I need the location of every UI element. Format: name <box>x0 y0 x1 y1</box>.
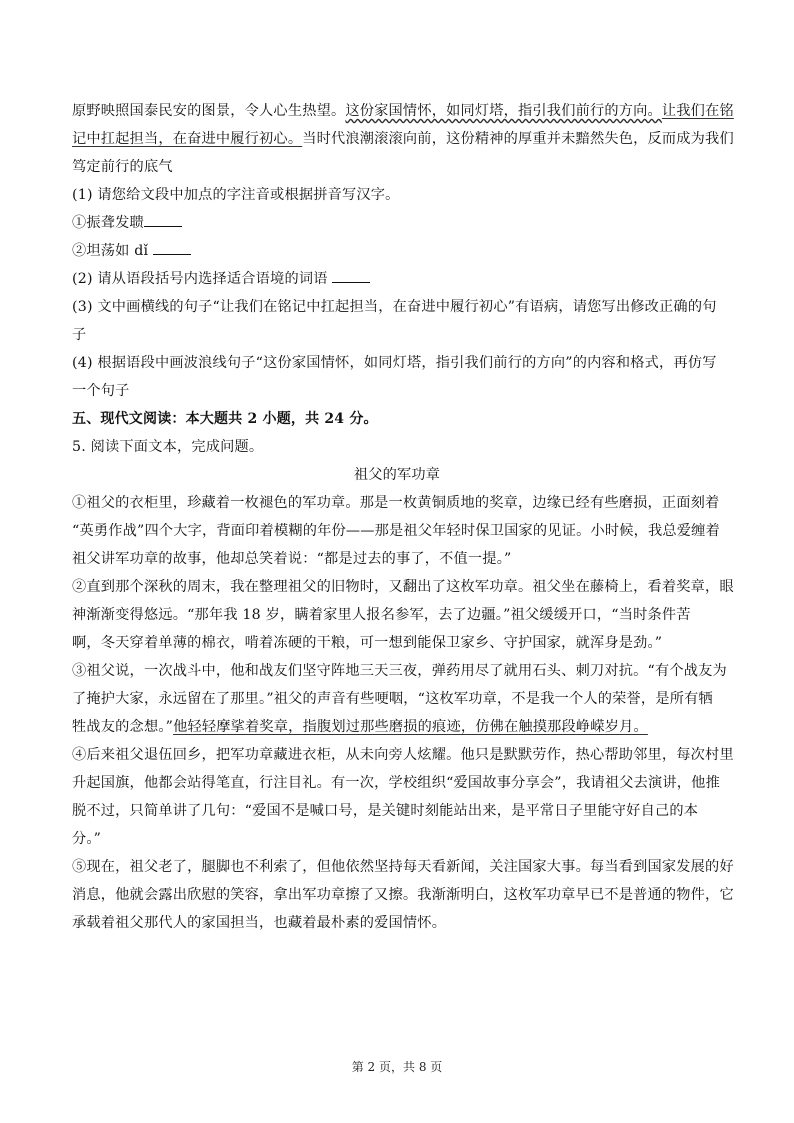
paragraph-1-line-2: “英勇作战”四个大字，背面印着模糊的年份——那是祖父年轻时保卫国家的见证。小时候，我总爱缠着 <box>72 523 720 539</box>
question-4-line-2: 一个句子 <box>72 383 130 399</box>
paragraph-1-line-3: 祖父讲军功章的故事，他却总笑着说：“都是过去的事了，不值一提。” <box>72 551 512 567</box>
paragraph-3-line-3: 牲战友的念想。”他轻轻摩挲着奖章，指腹划过那些磨损的痕迹，仿佛在触摸那段峥嵘岁月。 <box>72 719 648 735</box>
paragraph-1-line-1: ①祖父的衣柜里，珍藏着一枚褪色的军功章。那是一枚黄铜质地的奖章，边缘已经有些磨损，正面刻着 <box>72 495 720 511</box>
paragraph-5-line-1: ⑤现在，祖父老了，腿脚也不利索了，但他依然坚持每天看新闻，关注国家大事。每当看到国家发展的好 <box>72 859 734 875</box>
paragraph-2-line-3: 啊，冬天穿着单薄的棉衣，啃着冻硬的干粮，可一想到能保卫家乡、守护国家，就浑身是劲。” <box>72 635 663 651</box>
intro-text: 当时代浪潮滚滚向前，这份精神的厚重并未黯然失色，反而成为我们 <box>302 131 734 147</box>
paragraph-3-line-1: ③祖父说，一次战斗中，他和战友们坚守阵地三天三夜，弹药用尽了就用石头、刺刀对抗。“有个战友为 <box>72 663 727 679</box>
paragraph-2-line-1: ②直到那个深秋的周末，我在整理祖父的旧物时，又翻出了这枚军功章。祖父坐在藤椅上，看着奖章，眼 <box>72 579 734 595</box>
paragraph-3-line-2: 了掩护大家，永远留在了那里。”祖父的声音有些哽咽，“这枚军功章，不是我一个人的荣誉，是所有牺 <box>72 691 713 707</box>
section-instruction: 5. 阅读下面文本，完成问题。 <box>72 439 264 455</box>
paragraph-4-line-3: 脱不过，只简单讲了几句：“爱国不是喊口号，是关键时刻能站出来，是平常日子里能守好自己的本 <box>72 803 699 819</box>
page-footer: 第 2 页，共 8 页 <box>351 1060 443 1074</box>
question-3-line-1: (3) 文中画横线的句子“让我们在铭记中扛起担当，在奋进中履行初心”有语病，请您写出修改正确的句 <box>72 299 717 315</box>
question-2: (2) 请从语段括号内选择适合语境的词语 <box>72 265 722 293</box>
answer-blank[interactable] <box>153 240 191 255</box>
paragraph-2-line-2: 神渐渐变得悠远。“那年我 18 岁，瞒着家里人报名参军，去了边疆。”祖父缓缓开口，“当时条件苦 <box>72 607 691 623</box>
paragraph-4-line-2: 升起国旗，他都会站得笔直，行注目礼。有一次，学校组织“爱国故事分享会”，我请祖父去演讲，他推 <box>72 775 720 791</box>
question-1b: ②坦荡如 dǐ <box>72 237 722 265</box>
section-heading: 五、现代文阅读：本大题共 2 小题，共 24 分。 <box>72 411 378 427</box>
article-title: 祖父的军功章 <box>353 467 441 483</box>
question-1: (1) 请您给文段中加点的字注音或根据拼音写汉字。 <box>72 187 400 203</box>
paragraph-4-line-1: ④后来祖父退伍回乡，把军功章藏进衣柜，从未向旁人炫耀。他只是默默劳作，热心帮助邻里，每次村里 <box>72 747 734 763</box>
answer-blank[interactable] <box>332 268 370 283</box>
wavy-underlined-sentence: 这份家国情怀，如同灯塔，指引我们前行的方向。 <box>345 103 662 119</box>
paragraph-4-line-4: 分。” <box>72 831 102 847</box>
answer-blank[interactable] <box>144 212 182 227</box>
intro-line-1 <box>72 97 734 125</box>
straight-underlined-sentence-end: 记中扛起担当，在奋进中履行初心。 <box>72 131 303 147</box>
intro-line-3: 笃定前行的底气 <box>72 159 173 175</box>
question-4-line-1: (4) 根据语段中画波浪线句子“这份家国情怀，如同灯塔，指引我们前行的方向”的内容和格式，再仿写 <box>72 355 717 371</box>
intro-line-2 <box>72 125 734 153</box>
document-page <box>72 97 734 937</box>
question-3-line-2: 子 <box>72 327 87 343</box>
paragraph-5-line-2: 消息，他就会露出欣慰的笑容，拿出军功章擦了又擦。我渐渐明白，这枚军功章早已不是普通的物件，它 <box>72 887 734 903</box>
underlined-sentence: 他轻轻摩挲着奖章，指腹划过那些磨损的痕迹，仿佛在触摸那段峥嵘岁月。 <box>173 719 648 735</box>
question-1a: ①振聋发聩 <box>72 209 722 237</box>
straight-underlined-sentence-start: 让我们在铭 <box>661 103 734 119</box>
paragraph-5-line-3: 承载着祖父那代人的家国担当，也藏着最朴素的爱国情怀。 <box>72 915 447 931</box>
intro-text: 原野映照国泰民安的图景，令人心生热望。 <box>72 103 346 119</box>
